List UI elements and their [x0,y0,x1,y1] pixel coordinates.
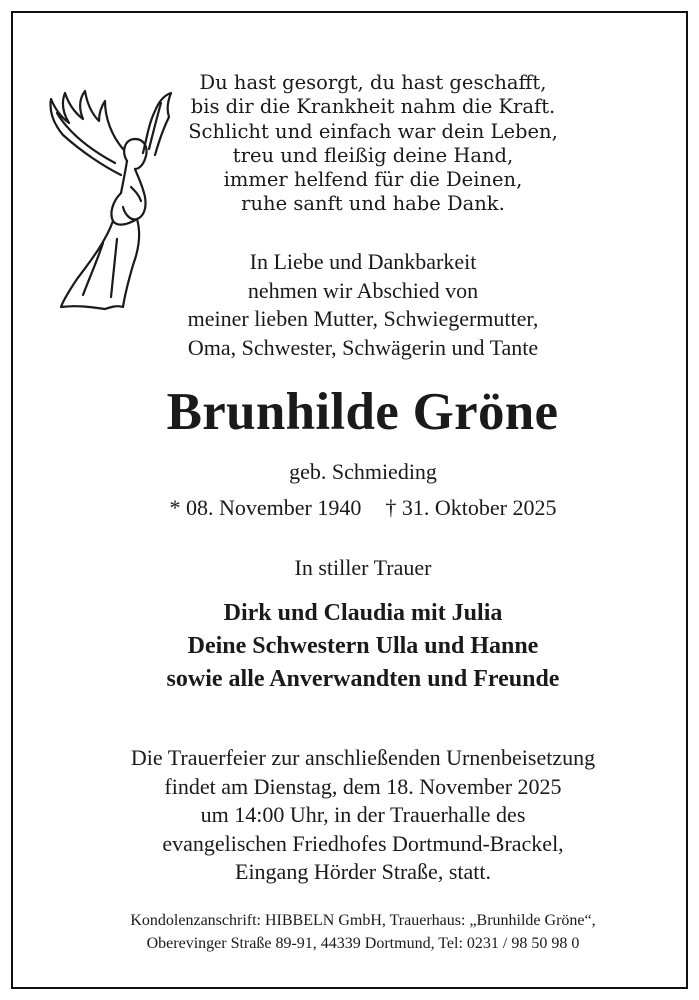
mourner-line: Deine Schwestern Ulla und Hanne [187,633,539,659]
condolence-address [43,910,683,955]
poem-line: Schlicht und einfach war dein Leben, [188,119,558,143]
intro-line: Oma, Schwester, Schwägerin und Tante [187,334,539,360]
service-line: Eingang Hörder Straße, statt. [235,859,491,884]
life-dates [93,493,633,523]
service-line: Die Trauerfeier zur anschließenden Urnenbeisetzung [130,745,596,770]
service-line: um 14:00 Uhr, in der Trauerhalle des [200,802,526,827]
intro-line: meiner lieben Mutter, Schwiegermutter, [187,306,539,331]
poem [148,71,598,217]
deceased-name: Brunhilde Gröne [166,383,559,441]
poem-line: ruhe sanft und habe Dank. [241,192,505,216]
condolence-line: Kondolenzanschrift: HIBBELN GmbH, Trauerhaus: „Brunhilde Gröne“, [130,912,596,929]
intro-line: nehmen wir Abschied von [247,277,479,303]
poem-line: treu und fleißig deine Hand, [232,143,514,167]
mourning-intro: In stiller Trauer [294,555,432,580]
death-date: † 31. Oktober 2025 [385,495,557,520]
service-info [43,744,683,887]
mourner-line: Dirk und Claudia mit Julia [223,600,503,626]
birth-date: * 08. November 1940 [169,495,362,520]
poem-line: immer helfend für die Deinen, [223,168,523,192]
obituary-frame [11,11,688,989]
intro-line: In Liebe und Dankbarkeit [249,249,477,274]
farewell-intro [73,248,653,362]
service-line: findet am Dienstag, dem 18. November 2025 [164,773,562,799]
poem-line: Du hast gesorgt, du hast geschafft, [199,71,547,94]
service-line: evangelischen Friedhofes Dortmund-Brackel, [162,830,564,856]
condolence-line: Oberevinger Straße 89-91, 44339 Dortmund, Tel: 0231 / 98 50 98 0 [146,934,580,952]
birth-name: geb. Schmieding [289,459,437,484]
mourner-line: sowie alle Anverwandten und Freunde [166,666,560,692]
mourners-list [53,597,673,696]
poem-line: bis dir die Krankheit nahm die Kraft. [190,95,556,119]
